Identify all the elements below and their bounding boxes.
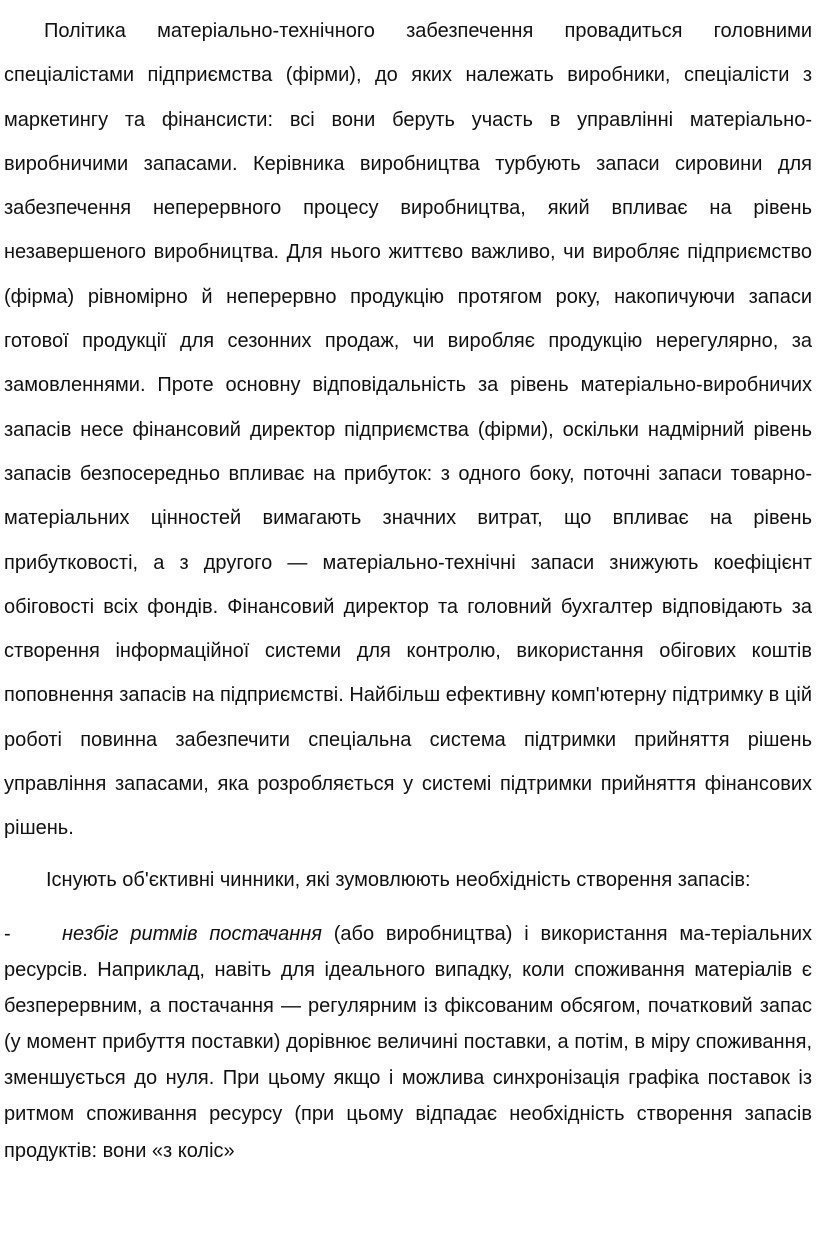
bullet-emphasis: незбіг ритмів постачання bbox=[62, 922, 322, 945]
list-item bbox=[4, 916, 812, 1169]
bullet-marker: - bbox=[4, 922, 11, 945]
paragraph-objective-factors: Існують об'єктивні чинники, які зумовлюють необхідність створення запасів: bbox=[46, 868, 751, 891]
paragraph-inventory-policy: Політика матеріально-технічного забезпечення провадиться головними спеціалістами підприємства (фірми), до яких належать виробники, спеціалісти з маркетингу та фінансисти: всі вони беруть участь в управлінні матеріально-виробничими запасами. Керівника виробництва турбують запаси сировини для забезпечення неперервного процесу виробництва, який впливає на рівень незавершеного виробництва. Для нього життєво важливо, чи виробляє підприємство (фірма) рівномірно й неперервно продукцію протягом року, накопичуючи запаси готової продукції для сезонних продаж, чи виробляє продукцію нерегулярно, за замовленнями. Проте основну відповідальність за рівень матеріально-виробничих запасів несе фінансовий директор підприємства (фірми), оскільки надмірний рівень запасів безпосередньо впливає на прибуток: з одного боку, поточні запаси товарно-матеріальних цінностей вимагають значних витрат, що впливає на рівень прибутковості, а з другого — матеріально-технічні запаси знижують коефіцієнт обіговості всіх фондів. Фінансовий директор та головний бухгалтер відповідають за створення інформаційної системи для контролю, використання обігових коштів поповнення запасів на підприємстві. Найбільш ефективну комп'ютерну підтримку в цій роботі повинна забезпечити спеціальна система підтримки прийняття рішень управління запасами, яка розробляється у системі підтримки прийняття фінансових рішень. bbox=[4, 20, 812, 840]
bullet-text: (або виробництва) і використання ма-теріальних ресурсів. Наприклад, навіть для ідеального випадку, коли споживання матеріалів є безперервним, а постачання — регулярним із фіксованим обсягом, початковий запас (у момент прибуття поставки) дорівнює величині поставки, а потім, в міру споживання, зменшується до нуля. При цьому якщо і можлива синхронізація графіка поставок із ритмом споживання ресурсу (при цьому відпадає необхідність створення запасів продуктів: вони «з коліс» bbox=[4, 922, 813, 1162]
